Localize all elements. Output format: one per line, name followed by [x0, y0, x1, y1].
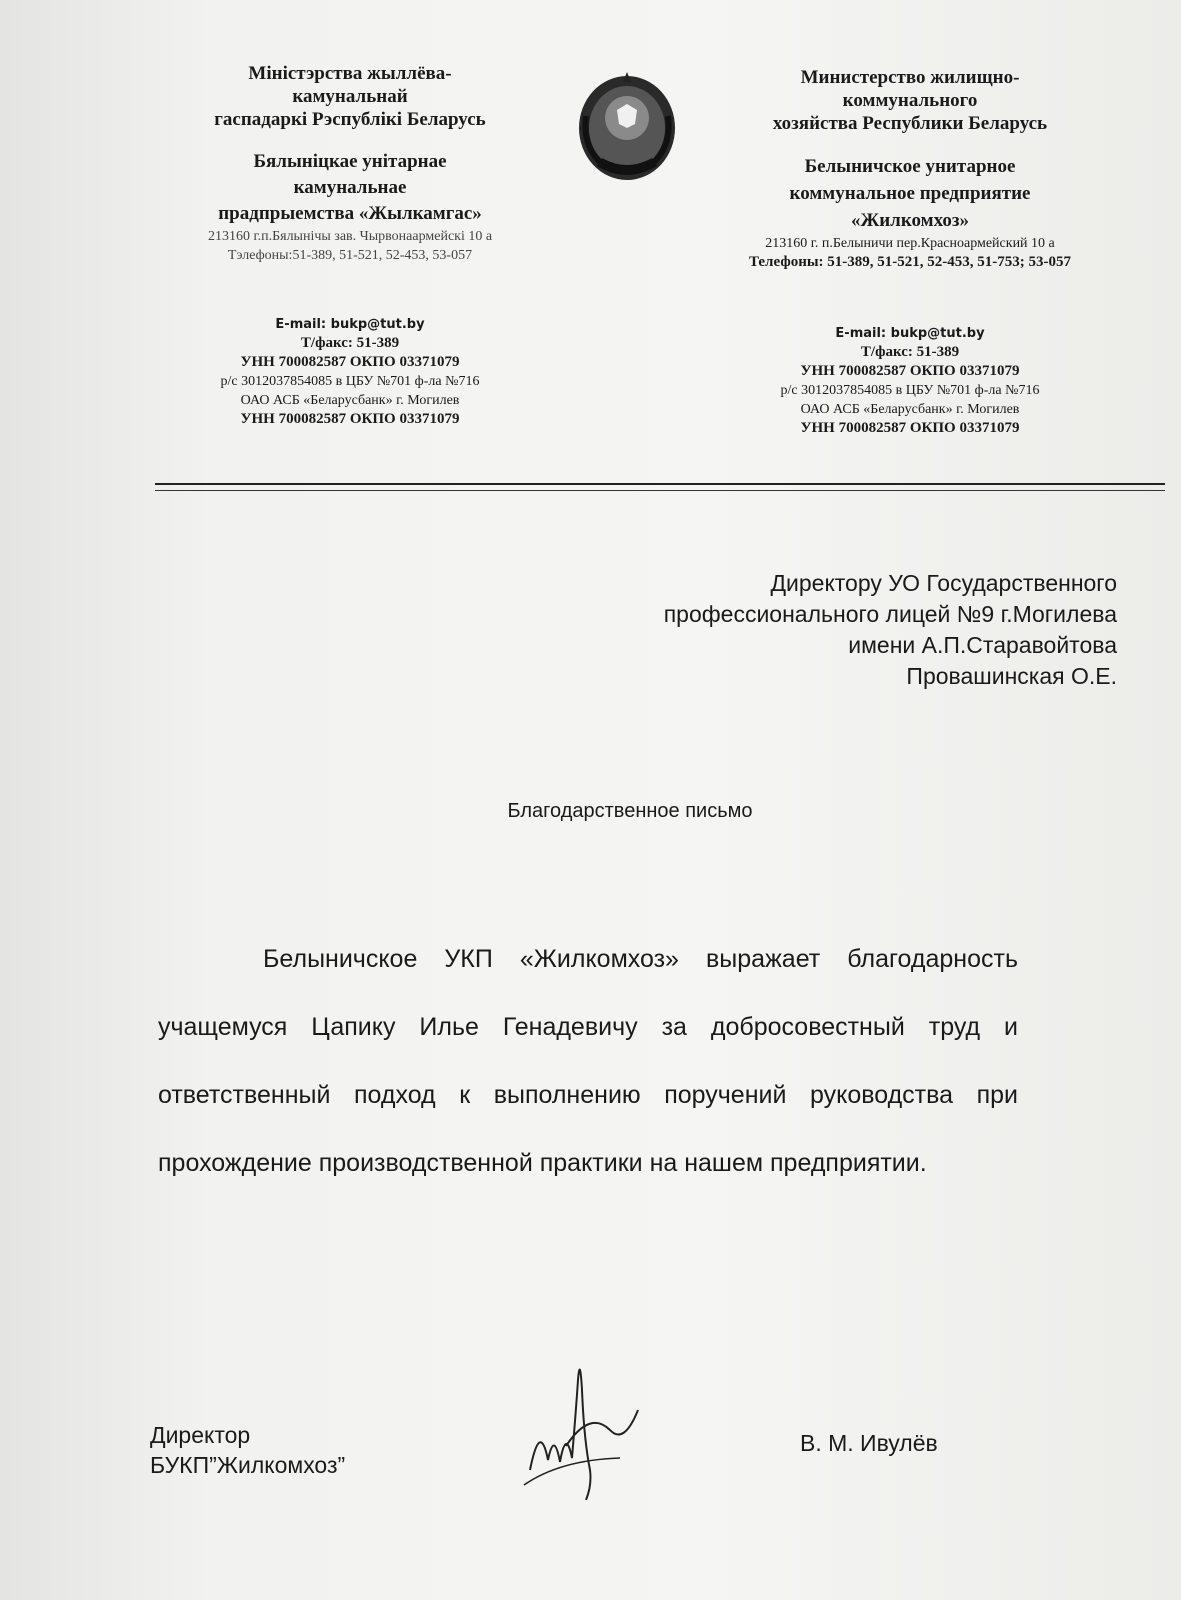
- email-ru: E-mail: bukp@tut.by: [835, 326, 985, 341]
- letterhead-left: [150, 62, 550, 429]
- ministry-name-by: Міністэрства жыллёва- камунальнай гаспадаркі Рэспублікі Беларусь: [214, 63, 486, 130]
- unn2-ru: УНН 700082587 ОКПО 03371079: [800, 420, 1020, 436]
- account-by: р/с 3012037854085 в ЦБУ №701 ф-ла №716: [220, 374, 480, 389]
- phones-by: Тэлефоны:51-389, 51-521, 52-453, 53-057: [227, 248, 473, 263]
- fax-by: Т/факс: 51-389: [300, 335, 400, 351]
- bank-by: ОАО АСБ «Беларусбанк» г. Могилев: [240, 393, 460, 408]
- signatory-name: В. М. Ивулёв: [800, 1430, 938, 1456]
- state-emblem-icon: [572, 66, 682, 184]
- account-ru: р/с 3012037854085 в ЦБУ №701 ф-ла №716: [780, 383, 1040, 398]
- requisites-by: [150, 315, 550, 429]
- addressee-block: Директору УО Государственного профессионального лицей №9 г.Могилева имени А.П.Старавойтова Провашинская О.Е.: [663, 570, 1117, 689]
- fax-ru: Т/факс: 51-389: [860, 344, 960, 360]
- header-divider: [155, 483, 1165, 485]
- enterprise-name-by: Бялыніцкае унітарнае камунальнае прадпрыемства «Жылкамгас»: [218, 151, 482, 224]
- handwritten-signature-icon: [520, 1350, 650, 1500]
- ministry-name-ru: Министерство жилищно- коммунального хозяйства Республики Беларусь: [772, 67, 1048, 134]
- bank-ru: ОАО АСБ «Беларусбанк» г. Могилев: [800, 402, 1020, 417]
- address-ru: 213160 г. п.Белыничи пер.Красноармейский 10 а: [765, 236, 1055, 251]
- requisites-ru: [700, 324, 1120, 438]
- letterhead-right: [700, 66, 1120, 438]
- unn2-by: УНН 700082587 ОКПО 03371079: [240, 411, 460, 427]
- unn-ru: УНН 700082587 ОКПО 03371079: [800, 363, 1020, 379]
- header-divider-thin: [155, 490, 1165, 491]
- email-by: E-mail: bukp@tut.by: [275, 317, 425, 332]
- letter-title: Благодарственное письмо: [507, 800, 753, 822]
- enterprise-name-ru: Белыничское унитарное коммунальное предприятие «Жилкомхоз»: [789, 156, 1031, 231]
- address-by: 213160 г.п.Бялынічы зав. Чырвонаармейскі 10 а: [207, 229, 493, 244]
- unn-by: УНН 700082587 ОКПО 03371079: [240, 354, 460, 370]
- phones-ru: Телефоны: 51-389, 51-521, 52-453, 51-753; 53-057: [748, 254, 1072, 270]
- signatory-role: Директор БУКП”Жилкомхоз”: [150, 1422, 346, 1478]
- letter-body: Белыничское УКП «Жилкомхоз» выражает благодарность учащемуся Цапику Илье Генадевичу за добросовестный труд и ответственный подход к выполнению поручений руководства при прохождение производственной практики на нашем предприятии.: [158, 945, 1018, 1177]
